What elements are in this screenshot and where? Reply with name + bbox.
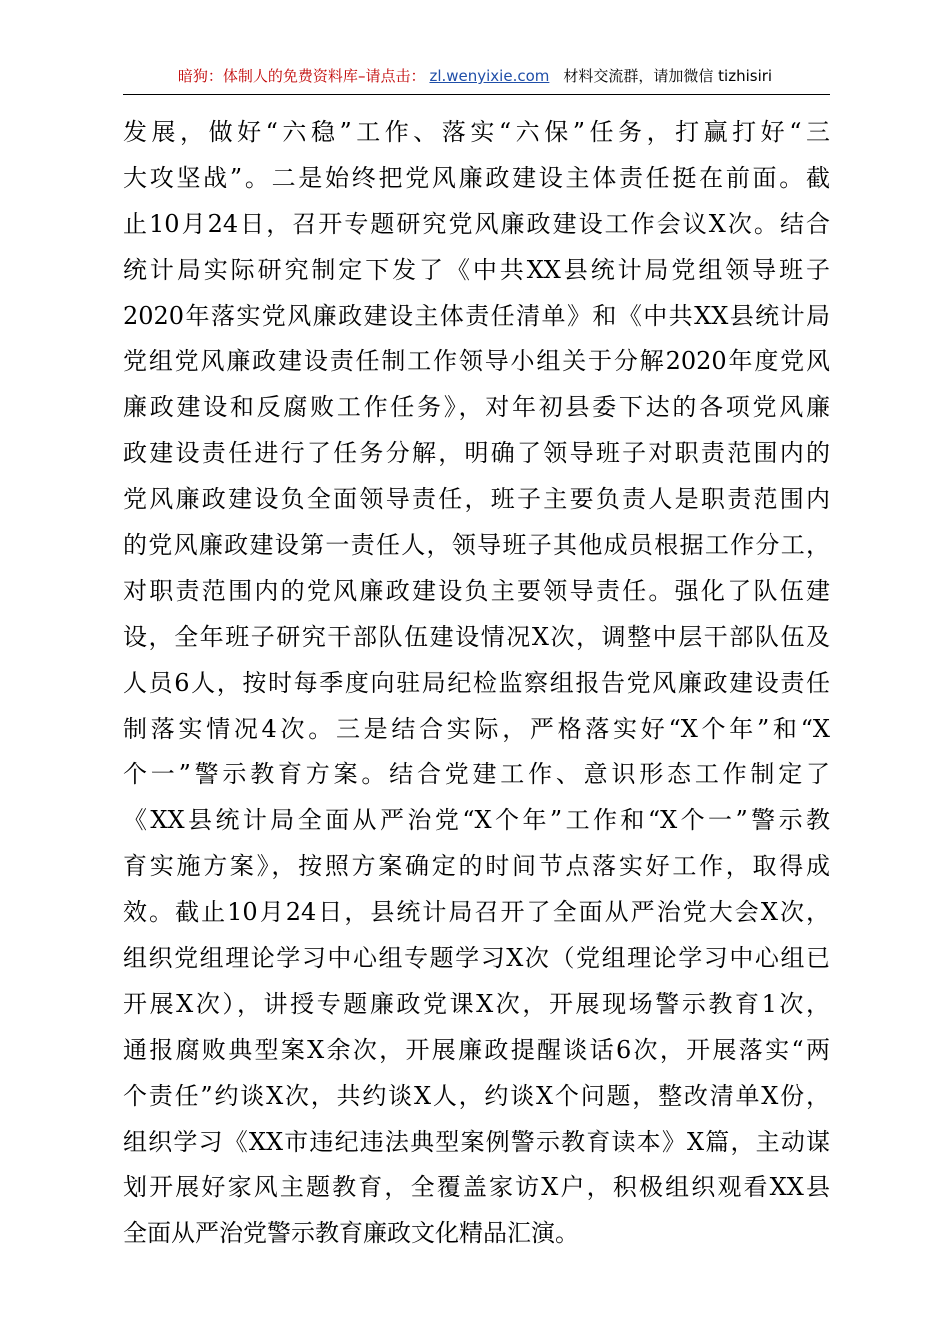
body-line: 开展X次），讲授专题廉政党课X次，开展现场警示教育1次， [123,989,830,1018]
body-line: 止10月24日，召开专题研究党风廉政建设工作会议X次。结合 [123,209,830,238]
page-header [0,66,950,86]
body-line: 设，全年班子研究干部队伍建设情况X次，调整中层干部队伍及 [123,622,830,651]
body-line: 廉政建设和反腐败工作任务》，对年初县委下达的各项党风廉 [123,393,830,422]
header-divider [123,94,830,95]
body-line: 组织党组理论学习中心组专题学习X次（党组理论学习中心组已 [123,944,830,973]
body-line: 党组党风廉政建设责任制工作领导小组关于分解2020年度党风 [123,347,830,376]
body-line: 个责任”约谈X次，共约谈X人，约谈X个问题，整改清单X份， [123,1081,830,1110]
body-line: 统计局实际研究制定下发了《中共XX县统计局党组领导班子 [123,255,830,284]
body-line: 制落实情况4次。三是结合实际，严格落实好“X个年”和“X [123,714,830,743]
body-line: 效。截止10月24日，县统计局召开了全面从严治党大会X次， [123,898,830,927]
body-line: 通报腐败典型案X余次，开展廉政提醒谈话6次，开展落实“两 [123,1035,830,1064]
header-library-title: 暗狗：体制人的免费资料库 [177,67,358,85]
body-line: 组织学习《XX市违纪违法典型案例警示教育读本》X篇，主动谋 [123,1127,830,1156]
body-line: 全面从严治党警示教育廉政文化精品汇演。 [123,1219,579,1248]
document-body [123,110,830,1257]
body-line: 人员6人，按时每季度向驻局纪检监察组报告党风廉政建设责任 [123,668,830,697]
body-line: 大攻坚战”。二是始终把党风廉政建设主体责任挺在前面。截 [123,163,830,192]
body-line: 个一”警示教育方案。结合党建工作、意识形态工作制定了 [123,760,830,789]
body-line: 的党风廉政建设第一责任人，领导班子其他成员根据工作分工， [123,531,830,560]
body-line: 划开展好家风主题教育，全覆盖家访X户，积极组织观看XX县 [123,1173,830,1202]
body-line: 2020年落实党风廉政建设主体责任清单》和《中共XX县统计局 [123,301,830,330]
body-line: 育实施方案》，按照方案确定的时间节点落实好工作，取得成 [123,852,830,881]
body-line: 政建设责任进行了任务分解，明确了领导班子对职责范围内的 [123,439,830,468]
body-line: 发展，做好“六稳”工作、落实“六保”任务，打赢打好“三 [123,118,830,146]
body-line: 党风廉政建设负全面领导责任，班子主要负责人是职责范围内 [123,485,830,514]
body-line: 对职责范围内的党风廉政建设负主要领导责任。强化了队伍建 [123,576,830,605]
header-contact-info: 材料交流群，请加微信 tizhisiri [563,67,773,85]
body-line: 《XX县统计局全面从严治党“X个年”工作和“X个一”警示教 [123,806,830,835]
header-link-prompt: –请点击： [357,67,426,85]
header-website-link[interactable]: zl.wenyixie.com [429,67,550,85]
